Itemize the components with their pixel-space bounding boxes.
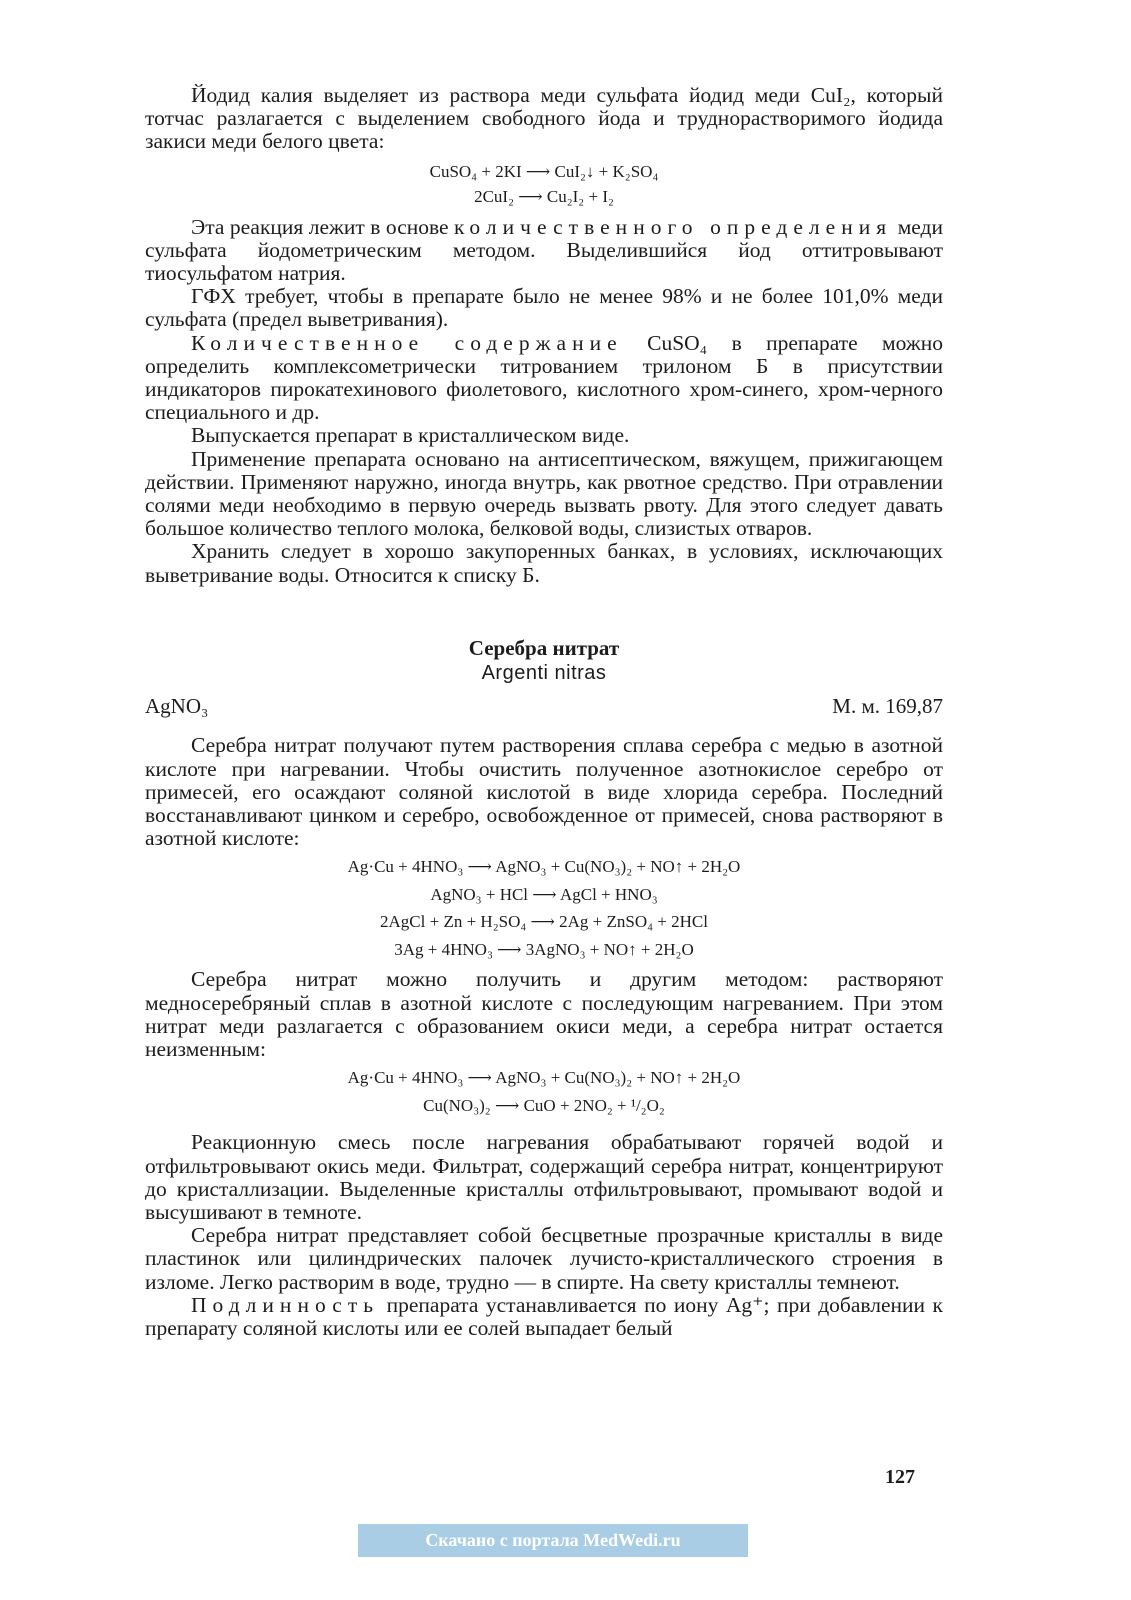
- spaced-term: количественного определения: [454, 214, 893, 239]
- page-body: [145, 84, 943, 1340]
- page-number: 127: [885, 1466, 915, 1488]
- equation-line: Ag·Cu + 4HNO₃ ⟶ AgNO₃ + Cu(NO₃)₂ + NO↑ + 2H₂O: [347, 1068, 741, 1088]
- equation-line: Ag·Cu + 4HNO₃ ⟶ AgNO₃ + Cu(NO₃)₂ + NO↑ + 2H₂O: [347, 857, 741, 877]
- chemical-formula: AgNO₃: [145, 694, 209, 719]
- equation-block-silver-1: [145, 853, 943, 963]
- equation-line: CuSO₄ + 2KI ⟶ CuI₂↓ + K₂SO₄: [429, 161, 659, 181]
- paragraph-authenticity: [145, 1294, 943, 1340]
- paragraph-quantitative-iodometry: [145, 216, 943, 286]
- paragraph-alternative-method: Серебра нитрат можно получить и другим методом: растворяют медносеребряный сплав в азотной кислоте с последующим нагреванием. При этом нитрат меди разлагается с образованием окиси меди, а серебра нитрат остается неизменным:: [145, 967, 943, 1062]
- equation-block-silver-2: [145, 1064, 943, 1119]
- paragraph-gfx-requirement: ГФХ требует, чтобы в препарате было не менее 98% и не более 101,0% меди сульфата (предел выветривания).: [145, 284, 943, 332]
- text-run: CuSO₄ в препарате можно определить комплексометрически титрованием трилоном Б в присутствии индикаторов пирокатехинового фиолетового, кислотного хром-синего, хром-черного специального и др.: [145, 330, 943, 425]
- formula-row: [145, 695, 943, 718]
- text-run: препарата устанавливается по иону Ag⁺; при добавлении к препарату соляной кислоты или ее солей выпадает белый: [145, 1292, 943, 1340]
- equation-line: 2CuI₂ ⟶ Cu₂I₂ + I₂: [474, 186, 614, 206]
- text-run: Эта реакция лежит в основе: [191, 214, 455, 239]
- equation-line: 3Ag + 4HNO₃ ⟶ 3AgNO₃ + NO↑ + 2H₂O: [394, 939, 694, 959]
- download-banner[interactable]: Скачано с портала MedWedi.ru: [358, 1524, 748, 1557]
- paragraph-application: Применение препарата основано на антисептическом, вяжущем, прижигающем действии. Применяют наружно, иногда внутрь, как рвотное средство. При отравлении солями меди необходимо в первую очередь вызвать рвоту. Для этого следует давать большое количество теплого молока, белковой воды, слизистых отваров.: [145, 446, 943, 541]
- section-latin-name: Argenti nitras: [481, 662, 607, 685]
- spaced-term: Подлинность: [191, 1292, 380, 1317]
- paragraph-storage: Хранить следует в хорошо закупоренных банках, в условиях, исключающих выветривание воды. Относится к списку Б.: [145, 539, 943, 587]
- paragraph-potassium-iodide: Йодид калия выделяет из раствора меди сульфата йодид меди CuI₂, который тотчас разлагается с выделением свободного йода и труднорастворимого йодида закиси меди белого цвета:: [145, 83, 943, 154]
- section-title: Серебра нитрат: [468, 635, 620, 660]
- equation-line: AgNO₃ + HCl ⟶ AgCl + HNO₃: [430, 884, 658, 904]
- paragraph-reaction-mixture: Реакционную смесь после нагревания обрабатывают горячей водой и отфильтровывают окись меди. Фильтрат, содержащий серебра нитрат, концентрируют до кристаллизации. Выделенные кристаллы отфильтровывают, промывают водой и высушивают в темноте.: [145, 1130, 943, 1224]
- equation-line: Cu(NO₃)₂ ⟶ CuO + 2NO₂ + ¹/₂O₂: [423, 1095, 665, 1115]
- paragraph-release-form: Выпускается препарат в кристаллическом виде.: [191, 423, 630, 448]
- equation-line: 2AgCl + Zn + H₂SO₄ ⟶ 2Ag + ZnSO₄ + 2HCl: [380, 912, 708, 932]
- spaced-term: Количественное содержание: [191, 330, 623, 355]
- paragraph-complexometric: [145, 332, 943, 425]
- molecular-mass: М. м. 169,87: [832, 694, 943, 719]
- paragraph-silver-description: Серебра нитрат представляет собой бесцветные прозрачные кристаллы в виде пластинок или цилиндрических палочек лучисто-кристаллического строения в изломе. Легко растворим в воде, трудно — в спирте. На свету кристаллы темнеют.: [145, 1223, 943, 1294]
- text-run: меди сульфата йодометрическим методом. Выделившийся йод оттитровывают тиосульфатом натрия.: [145, 214, 943, 286]
- equation-block-copper: [145, 157, 943, 211]
- paragraph-silver-preparation: Серебра нитрат получают путем растворения сплава серебра с медью в азотной кислоте при нагревании. Чтобы очистить полученное азотнокислое серебро от примесей, его осаждают соляной кислотой в виде хлорида серебра. Последний восстанавливают цинком и серебро, освобожденное от примесей, снова растворяют в азотной кислоте:: [145, 733, 943, 851]
